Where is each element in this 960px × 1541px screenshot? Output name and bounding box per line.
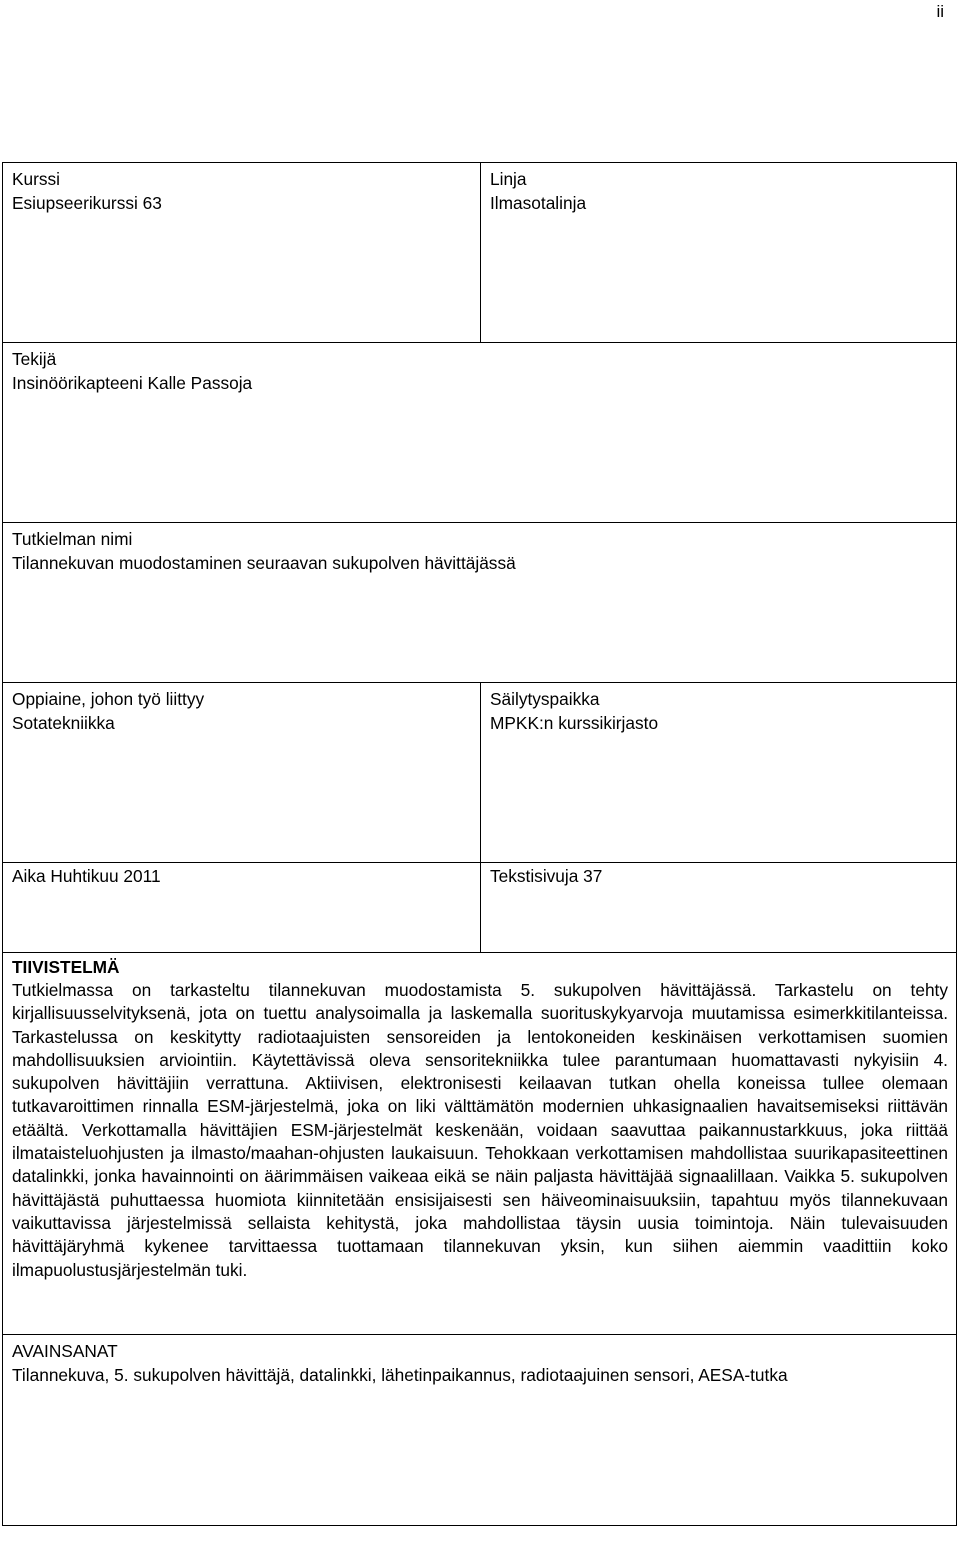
linja-cell (481, 163, 956, 342)
tiivistelma-body: Tutkielmassa on tarkasteltu tilannekuvan muodostamista 5. sukupolven hävittäjässä. Tarkastelu on tehty kirjallisuusselvityksenä, jota on tuettu analysoimalla ja laskemalla suorituskykyarvoja muutamissa esimerkkitilanteissa. Tarkastelussa on keskitytty radiotaajuisten sensoreiden ja lentokoneiden keskinäisen verkottamisen suomien mahdollisuuksien arviointiin. Käytettävissä oleva sensoritekniikka tulee parantumaan huomattavasti nykyisiin 4. sukupolven hävittäjiin verrattuna. Aktiivisen, elektronisesti keilaavan tutkan ohella koneissa tullee olemaan tutkavaroittimen rinnalla ESM-järjestelmä, joka on liki välttämätön modernien uhkasignaalien havaitsemiseksi riittävän etäältä. Verkottamalla hävittäjien ESM-järjestelmät keskenään, voidaan saavuttaa paikannustarkkuus, joka riittää ilmataisteluohjusten ja ilmasto/maahan-ohjusten laukaisuun. Tehokkaan verkottamisen mahdollistaa suurikapasiteettinen datalinkki, jonka havainnointi on äärimmäisen vaikeaa eikä se näin paljasta hävittäjää signaalillaan. Vaikka 5. sukupolven hävittäjästä puhuttaessa huomiota kiinnitetään ensisijaisesti sen häiveominaisuuksiin, tapahtuu myös tilannekuvaan vaikuttavissa järjestelmissä sellaista kehitystä, joka mahdollistaa täysin uusia toimintoja. Näin tulevaisuuden hävittäjäryhmä kykenee tarvittaessa tuottamaan tilannekuvan yksin, kun siihen aiemmin vaadittiin koko ilmapuolustusjärjestelmän tuki. (12, 980, 948, 1280)
row-tutkielman-nimi (3, 523, 956, 683)
kurssi-label: Kurssi (12, 169, 61, 189)
row-avainsanat (3, 1335, 956, 1525)
aika-cell (3, 863, 481, 952)
tekija-cell (3, 343, 956, 522)
sailytyspaikka-cell (481, 683, 956, 862)
nimi-cell (3, 523, 956, 682)
avainsanat-title: AVAINSANAT (12, 1341, 118, 1361)
page-number: ii (936, 2, 944, 21)
tiivistelma-title: TIIVISTELMÄ (12, 957, 120, 977)
row-oppiaine-sailytyspaikka (3, 683, 956, 863)
nimi-value: Tilannekuvan muodostaminen seuraavan sukupolven hävittäjässä (12, 553, 516, 573)
row-aika-tekstisivuja (3, 863, 956, 953)
sailytyspaikka-value: MPKK:n kurssikirjasto (490, 713, 659, 733)
aika-text: Aika Huhtikuu 2011 (12, 866, 161, 886)
linja-value: Ilmasotalinja (490, 193, 587, 213)
tiivistelma-cell (3, 953, 956, 1334)
row-kurssi-linja (3, 163, 956, 343)
oppiaine-label: Oppiaine, johon työ liittyy (12, 689, 205, 709)
tekstisivuja-cell (481, 863, 956, 952)
thesis-info-form (2, 162, 957, 1526)
tekija-label: Tekijä (12, 349, 57, 369)
row-tekija (3, 343, 956, 523)
oppiaine-value: Sotatekniikka (12, 713, 115, 733)
kurssi-value: Esiupseerikurssi 63 (12, 193, 162, 213)
avainsanat-cell (3, 1335, 956, 1525)
tekija-value: Insinöörikapteeni Kalle Passoja (12, 373, 253, 393)
nimi-label: Tutkielman nimi (12, 529, 133, 549)
oppiaine-cell (3, 683, 481, 862)
sailytyspaikka-label: Säilytyspaikka (490, 689, 600, 709)
tekstisivuja-text: Tekstisivuja 37 (490, 866, 603, 886)
avainsanat-value: Tilannekuva, 5. sukupolven hävittäjä, datalinkki, lähetinpaikannus, radiotaajuinen sensori, AESA-tutka (12, 1365, 788, 1385)
linja-label: Linja (490, 169, 527, 189)
row-tiivistelma (3, 953, 956, 1335)
kurssi-cell (3, 163, 481, 342)
